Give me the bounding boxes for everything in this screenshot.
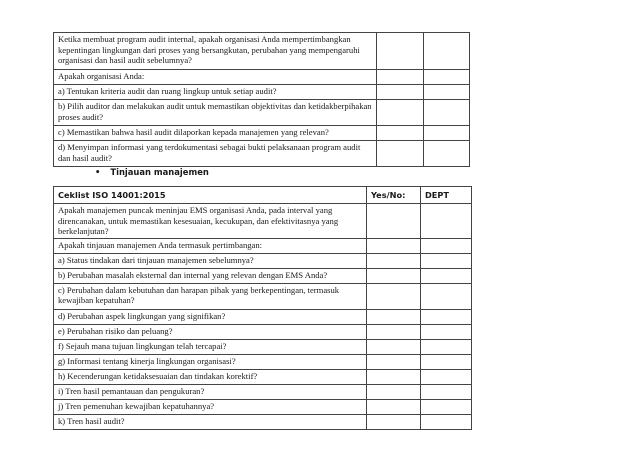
table-row xyxy=(54,141,470,167)
yes-no-cell[interactable] xyxy=(367,238,421,253)
table-row xyxy=(54,238,472,253)
yes-no-cell[interactable] xyxy=(367,309,421,324)
yes-no-cell[interactable] xyxy=(367,283,421,309)
checklist-header: Ceklist ISO 14001:2015 xyxy=(54,187,367,204)
question-cell: h) Kecenderungan ketidaksesuaian dan tindakan korektif? xyxy=(54,369,367,384)
dept-cell[interactable] xyxy=(424,85,470,100)
yes-no-cell[interactable] xyxy=(377,33,424,70)
management-review-table xyxy=(53,186,472,430)
yes-no-cell[interactable] xyxy=(367,339,421,354)
table-row xyxy=(54,70,470,85)
question-cell: b) Pilih auditor dan melakukan audit untuk memastikan objektivitas dan ketidakberpihakan proses audit? xyxy=(54,100,377,126)
dept-cell[interactable] xyxy=(421,268,472,283)
table-header-row xyxy=(54,187,472,204)
dept-cell[interactable] xyxy=(424,100,470,126)
question-cell: g) Informasi tentang kinerja lingkungan organisasi? xyxy=(54,354,367,369)
section-title: Tinjauan manajemen xyxy=(110,167,209,177)
yes-no-cell[interactable] xyxy=(367,253,421,268)
yes-no-cell[interactable] xyxy=(377,70,424,85)
table-row xyxy=(54,100,470,126)
table-row xyxy=(54,339,472,354)
table-row xyxy=(54,384,472,399)
dept-cell[interactable] xyxy=(421,238,472,253)
dept-cell[interactable] xyxy=(421,354,472,369)
table-row xyxy=(54,324,472,339)
dept-cell[interactable] xyxy=(421,309,472,324)
question-cell: i) Tren hasil pemantauan dan pengukuran? xyxy=(54,384,367,399)
bullet-icon: • xyxy=(95,167,101,177)
table-row xyxy=(54,354,472,369)
table-row xyxy=(54,126,470,141)
question-cell: d) Menyimpan informasi yang terdokumentasi sebagai bukti pelaksanaan program audit dan hasil audit? xyxy=(54,141,377,167)
question-cell: k) Tren hasil audit? xyxy=(54,414,367,429)
table-row xyxy=(54,85,470,100)
question-cell: j) Tren pemenuhan kewajiban kepatuhannya? xyxy=(54,399,367,414)
dept-cell[interactable] xyxy=(424,70,470,85)
table-row xyxy=(54,414,472,429)
dept-cell[interactable] xyxy=(421,324,472,339)
yes-no-cell[interactable] xyxy=(377,85,424,100)
question-cell: f) Sejauh mana tujuan lingkungan telah tercapai? xyxy=(54,339,367,354)
dept-cell[interactable] xyxy=(424,33,470,70)
question-cell: e) Perubahan risiko dan peluang? xyxy=(54,324,367,339)
question-cell: b) Perubahan masalah eksternal dan internal yang relevan dengan EMS Anda? xyxy=(54,268,367,283)
question-cell: c) Memastikan bahwa hasil audit dilaporkan kepada manajemen yang relevan? xyxy=(54,126,377,141)
dept-cell[interactable] xyxy=(421,369,472,384)
table-row xyxy=(54,268,472,283)
question-cell: d) Perubahan aspek lingkungan yang signifikan? xyxy=(54,309,367,324)
question-cell: Apakah organisasi Anda: xyxy=(54,70,377,85)
question-cell: a) Tentukan kriteria audit dan ruang lingkup untuk setiap audit? xyxy=(54,85,377,100)
dept-cell[interactable] xyxy=(421,399,472,414)
dept-cell[interactable] xyxy=(421,414,472,429)
yes-no-cell[interactable] xyxy=(377,100,424,126)
dept-header: DEPT xyxy=(421,187,472,204)
yes-no-cell[interactable] xyxy=(367,354,421,369)
table-row xyxy=(54,399,472,414)
dept-cell[interactable] xyxy=(421,204,472,239)
yes-no-cell[interactable] xyxy=(377,126,424,141)
table-row xyxy=(54,253,472,268)
yes-no-cell[interactable] xyxy=(367,324,421,339)
question-cell: a) Status tindakan dari tinjauan manajemen sebelumnya? xyxy=(54,253,367,268)
table-row xyxy=(54,369,472,384)
dept-cell[interactable] xyxy=(421,384,472,399)
question-cell: Apakah manajemen puncak meninjau EMS organisasi Anda, pada interval yang direncanakan, untuk memastikan kesesuaian, kecukupan, dan efektivitasnya yang berkelanjutan? xyxy=(54,204,367,239)
question-cell: Ketika membuat program audit internal, apakah organisasi Anda mempertimbangkan kepentingan lingkungan dari proses yang bersangkutan, perubahan yang mempengaruhi organisasi dan hasil audit sebelumnya? xyxy=(54,33,377,70)
table-row xyxy=(54,283,472,309)
table-row xyxy=(54,33,470,70)
yes-no-cell[interactable] xyxy=(367,414,421,429)
audit-program-table xyxy=(53,32,470,167)
yes-no-cell[interactable] xyxy=(367,399,421,414)
dept-cell[interactable] xyxy=(421,339,472,354)
yes-no-cell[interactable] xyxy=(367,369,421,384)
dept-cell[interactable] xyxy=(421,283,472,309)
yes-no-cell[interactable] xyxy=(367,384,421,399)
yes-no-cell[interactable] xyxy=(367,268,421,283)
yes-no-cell[interactable] xyxy=(377,141,424,167)
yes-no-header: Yes/No: xyxy=(367,187,421,204)
table-row xyxy=(54,204,472,239)
question-cell: Apakah tinjauan manajemen Anda termasuk pertimbangan: xyxy=(54,238,367,253)
dept-cell[interactable] xyxy=(421,253,472,268)
dept-cell[interactable] xyxy=(424,141,470,167)
question-cell: c) Perubahan dalam kebutuhan dan harapan pihak yang berkepentingan, termasuk kewajiban kepatuhan? xyxy=(54,283,367,309)
dept-cell[interactable] xyxy=(424,126,470,141)
section-heading xyxy=(95,167,209,177)
table-row xyxy=(54,309,472,324)
yes-no-cell[interactable] xyxy=(367,204,421,239)
